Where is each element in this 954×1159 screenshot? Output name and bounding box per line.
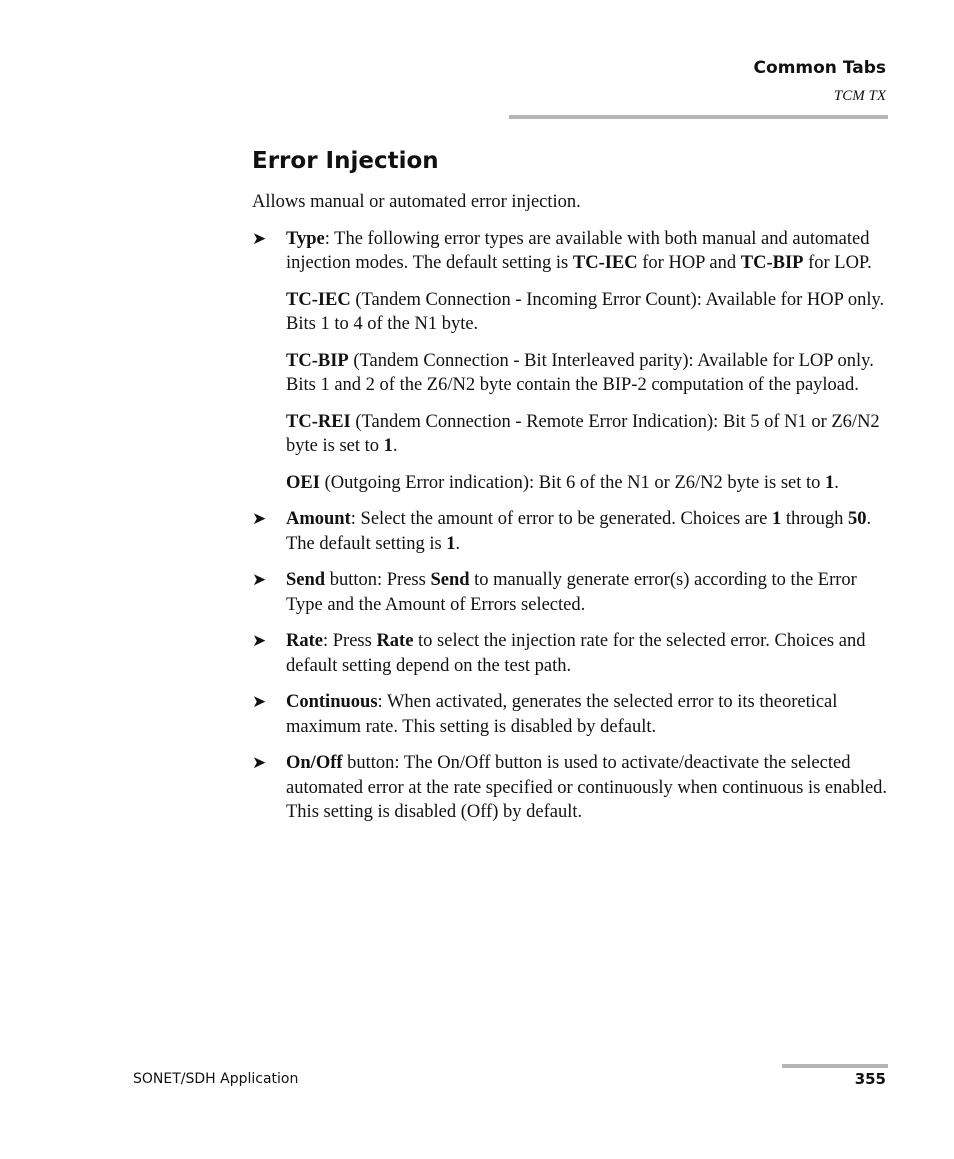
bullet-type: ➤ Type: The following error types are available with both manual and automated injection modes. The default setting is TC-IEC for HOP and TC-BIP for LOP.: [252, 228, 872, 273]
bullet-arrow-icon: ➤: [252, 631, 267, 651]
bullet-continuous: ➤ Continuous: When activated, generates the selected error to its theoretical maximum rate. This setting is disabled by default.: [252, 692, 838, 737]
error-type-tc-bip: TC-BIP (Tandem Connection - Bit Interleaved parity): Available for LOP only. Bits 1 and 2 of the Z6/N2 byte contain the BIP-2 computation of the payload.: [286, 350, 874, 395]
term-type: Type: [286, 228, 325, 249]
error-type-tc-iec: TC-IEC (Tandem Connection - Incoming Error Count): Available for HOP only. Bits 1 to 4 of the N1 byte.: [286, 289, 885, 334]
main-content: [252, 146, 892, 837]
bullet-rate: ➤ Rate: Press Rate to select the injection rate for the selected error. Choices and default setting depend on the test path.: [252, 631, 866, 676]
bullet-on-off: ➤ On/Off button: The On/Off button is used to activate/deactivate the selected automated error at the rate specified or continuously when continuous is enabled. This setting is disabled (Off) by default.: [252, 753, 888, 822]
term-amount: Amount: [286, 509, 351, 529]
section-heading: Error Injection: [252, 148, 439, 174]
running-header: [754, 57, 886, 105]
header-subtitle: TCM TX: [833, 88, 886, 104]
term-send: Send: [286, 570, 326, 590]
header-rule: [509, 115, 888, 119]
bullet-arrow-icon: ➤: [252, 228, 267, 249]
term-on-off: On/Off: [286, 753, 343, 773]
bullet-arrow-icon: ➤: [252, 570, 267, 590]
footer-rule: [782, 1064, 888, 1068]
page-number: 355: [854, 1070, 886, 1088]
bullet-arrow-icon: ➤: [252, 692, 267, 712]
bullet-arrow-icon: ➤: [252, 753, 267, 773]
intro-paragraph: Allows manual or automated error injection.: [252, 192, 581, 212]
header-title: Common Tabs: [753, 58, 886, 78]
term-continuous: Continuous: [286, 692, 378, 712]
footer-document-title: SONET/SDH Application: [133, 1071, 299, 1087]
error-type-tc-rei: TC-REI (Tandem Connection - Remote Error Indication): Bit 5 of N1 or Z6/N2 byte is set to 1.: [286, 411, 880, 456]
bullet-send: ➤ Send button: Press Send to manually generate error(s) according to the Error Type and the Amount of Errors selected.: [252, 570, 857, 615]
error-type-oei: OEI (Outgoing Error indication): Bit 6 of the N1 or Z6/N2 byte is set to 1.: [286, 472, 839, 493]
bullet-arrow-icon: ➤: [252, 509, 267, 529]
term-rate: Rate: [286, 631, 323, 651]
bullet-amount: ➤ Amount: Select the amount of error to be generated. Choices are 1 through 50. The default setting is 1.: [252, 509, 872, 554]
